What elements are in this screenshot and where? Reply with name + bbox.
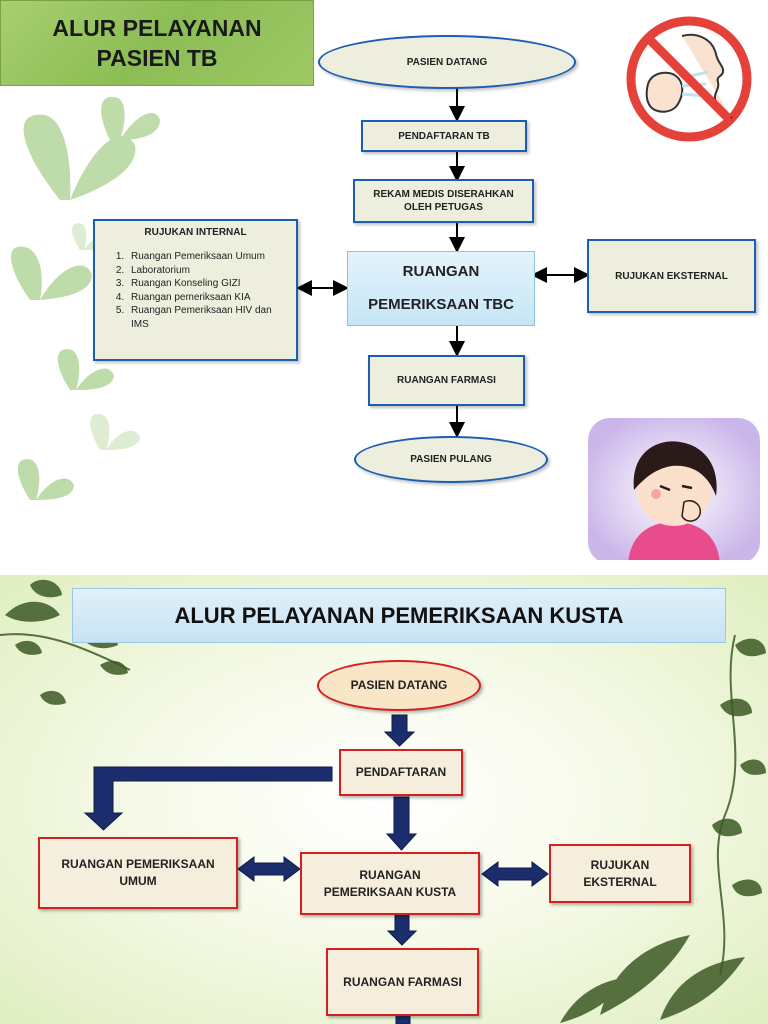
- kusta-pemeriksaan-umum: [38, 837, 238, 909]
- arrow-pendaftaran-umum: [85, 767, 332, 830]
- tb-pasien-datang: PASIEN DATANG: [318, 35, 576, 89]
- tb-ruangan-line2: PEMERIKSAAN TBC: [368, 296, 514, 313]
- rujukan-internal-item: 5. Ruangan Pemeriksaan HIV dan IMS: [127, 304, 288, 331]
- rujukan-internal-item: 4. Ruangan pemeriksaan KIA: [127, 291, 288, 305]
- tb-rekam-medis-line2: OLEH PETUGAS: [404, 202, 483, 213]
- kusta-ruangan-line1: RUANGAN: [359, 867, 421, 882]
- rujukan-internal-item: 3. Ruangan Konseling GIZI: [127, 277, 288, 291]
- arrow-ruangan-rujukan: [482, 862, 548, 886]
- kusta-rujukan-eksternal: [549, 844, 691, 903]
- tb-pendaftaran: PENDAFTARAN TB: [361, 120, 527, 152]
- coughing-girl-icon: [588, 418, 760, 560]
- no-cough-sign-icon: [624, 14, 754, 144]
- tb-rujukan-eksternal: RUJUKAN EKSTERNAL: [587, 239, 756, 313]
- arrow-datang-pendaftaran: [385, 715, 414, 746]
- arrow-umum-ruangan: [238, 857, 300, 881]
- tb-rekam-medis: [353, 179, 534, 223]
- kusta-pendaftaran: PENDAFTARAN: [339, 749, 463, 796]
- kusta-rujukan-line1: RUJUKAN: [590, 857, 650, 872]
- tb-rujukan-internal: [93, 219, 298, 361]
- rujukan-internal-list: [103, 250, 288, 331]
- kusta-rujukan-line2: EKSTERNAL: [583, 874, 657, 889]
- tb-ruangan-line1: RUANGAN: [402, 263, 480, 280]
- rujukan-internal-item: 2. Laboratorium: [127, 264, 288, 278]
- tb-farmasi: RUANGAN FARMASI: [368, 355, 525, 406]
- kusta-pasien-datang: PASIEN DATANG: [317, 660, 481, 711]
- kusta-farmasi: RUANGAN FARMASI: [326, 948, 479, 1016]
- rujukan-internal-item: 1. Ruangan Pemeriksaan Umum: [127, 250, 288, 264]
- kusta-ruangan-line2: PEMERIKSAAN KUSTA: [323, 884, 457, 899]
- tb-rekam-medis-line1: REKAM MEDIS DISERAHKAN: [373, 189, 514, 200]
- kusta-slide: [0, 575, 768, 1024]
- tb-title-line1: ALUR PELAYANAN: [52, 15, 262, 41]
- arrow-ruangan-farmasi: [388, 915, 416, 945]
- arrow-farmasi-next: [396, 1015, 410, 1024]
- rujukan-internal-heading: RUJUKAN INTERNAL: [144, 227, 247, 238]
- tb-pasien-pulang: PASIEN PULANG: [354, 436, 548, 483]
- kusta-ruangan-pemeriksaan: [300, 852, 480, 915]
- kusta-umum-line2: UMUM: [119, 874, 157, 888]
- kusta-title: ALUR PELAYANAN PEMERIKSAAN KUSTA: [72, 588, 726, 643]
- arrow-pendaftaran-ruangan: [387, 797, 416, 850]
- tb-title-line2: PASIEN TB: [96, 45, 218, 71]
- kusta-umum-line1: RUANGAN PEMERIKSAAN: [61, 857, 215, 871]
- tb-ruangan-pemeriksaan: [347, 251, 535, 326]
